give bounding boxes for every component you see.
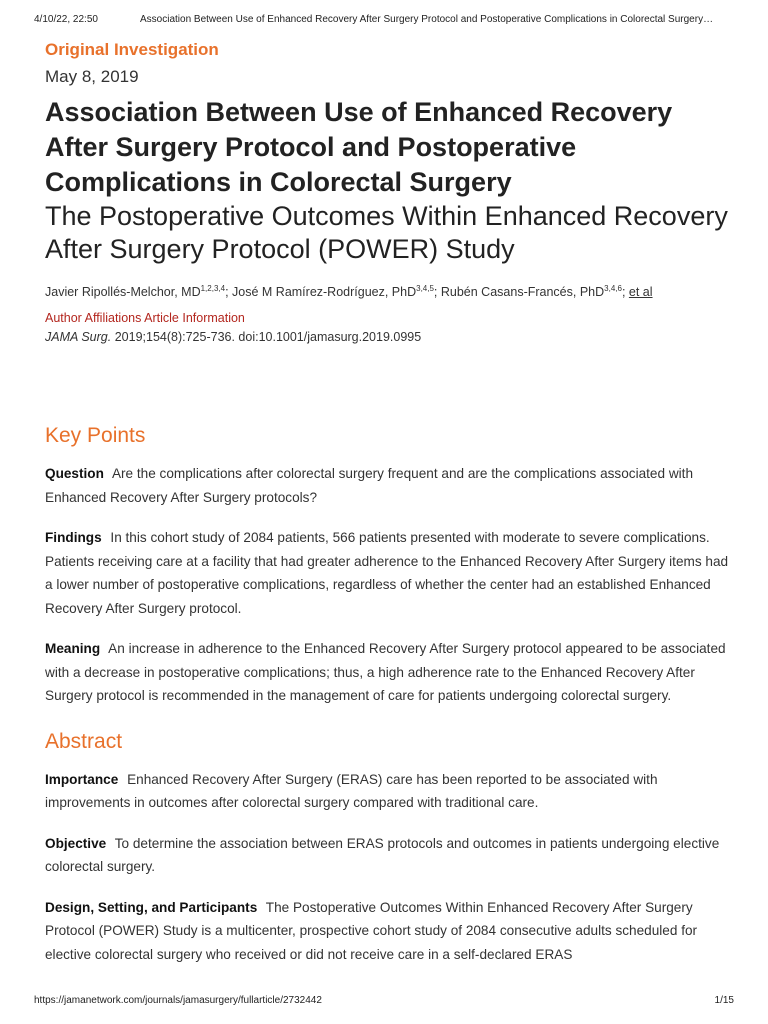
print-url[interactable]: https://jamanetwork.com/journals/jamasurgery/fullarticle/2732442	[34, 995, 322, 1006]
citation	[45, 330, 735, 344]
abstract-design	[45, 896, 735, 967]
citation-details: 2019;154(8):725-736. doi:10.1001/jamasurg.2019.0995	[111, 330, 422, 345]
key-point-text: An increase in adherence to the Enhanced Recovery After Surgery protocol appeared to be associated with a decrease in postoperative complications; thus, a high adherence rate to the Enhanced Recovery After Surgery protocol is recommended in the management of care for patients undergoing colorectal surgery.	[45, 641, 726, 704]
journal-name: JAMA Surg.	[45, 330, 112, 345]
abstract-objective	[45, 832, 735, 879]
author-name[interactable]: Javier Ripollés-Melchor, MD	[45, 285, 201, 300]
author-name[interactable]: Rubén Casans-Francés, PhD	[440, 285, 605, 300]
key-point-meaning	[45, 637, 735, 708]
print-header	[34, 14, 748, 25]
print-footer	[34, 995, 734, 1006]
key-point-text: In this cohort study of 2084 patients, 566 patients presented with moderate to severe complications. Patients receiving care at a facility that had greater adherence to the Enhanced Recovery After Surgery items had a lower number of postoperative complications, regardless of whether the center had an established Enhanced Recovery After Surgery protocol.	[45, 530, 729, 616]
article-content	[45, 40, 735, 966]
article-subtitle: The Postoperative Outcomes Within Enhanced Recovery After Surgery Protocol (POWER) Study	[45, 201, 728, 264]
print-page-number: 1/15	[714, 995, 734, 1006]
print-page-title: Association Between Use of Enhanced Recovery After Surgery Protocol and Postoperative Complications in Colorectal Surgery…	[140, 14, 714, 25]
author-affiliation-refs: 3,4,6	[604, 284, 622, 293]
article-type-label: Original Investigation	[45, 40, 219, 59]
key-point-text: Are the complications after colorectal surgery frequent and are the complications associated with Enhanced Recovery After Surgery protocols?	[45, 466, 694, 505]
author-name[interactable]: José M Ramírez-Rodríguez, PhD	[232, 285, 417, 300]
abstract-label: Design, Setting, and Participants	[45, 899, 258, 915]
print-timestamp: 4/10/22, 22:50	[34, 14, 98, 25]
article-links	[45, 311, 735, 325]
key-point-label: Findings	[45, 530, 102, 546]
article-information-link[interactable]: Article Information	[144, 311, 245, 326]
key-points-heading: Key Points	[45, 424, 146, 448]
author-affiliations-link[interactable]: Author Affiliations	[45, 311, 142, 326]
article-title: Association Between Use of Enhanced Recovery After Surgery Protocol and Postoperative Complications in Colorectal Surgery	[45, 97, 673, 197]
abstract-importance	[45, 768, 735, 815]
publication-date: May 8, 2019	[45, 67, 139, 86]
abstract-heading: Abstract	[45, 729, 123, 753]
author-affiliation-refs: 1,2,3,4	[200, 284, 226, 293]
key-point-label: Question	[45, 466, 104, 482]
author-list: Javier Ripollés-Melchor, MD$^{1,2,3,4}$; José M Ramírez-Rodríguez, PhD$^{3,4,5}$; Rubén Casans-Francés, PhD$^{3,4,6}$; et al	[45, 284, 653, 300]
abstract-label: Objective	[45, 835, 107, 851]
abstract-label: Importance	[45, 771, 119, 787]
author-affiliation-refs: 3,4,5	[416, 284, 434, 293]
abstract-text: The Postoperative Outcomes Within Enhanced Recovery After Surgery Protocol (POWER) Study is a multicenter, prospective cohort study of 2084 consecutive adults scheduled for elective colorectal surgery who received or did not receive care in a self-declared ERAS	[45, 899, 698, 962]
key-point-question	[45, 462, 735, 509]
key-point-label: Meaning	[45, 641, 101, 657]
abstract-text: To determine the association between ERAS protocols and outcomes in patients undergoing elective colorectal surgery.	[45, 835, 720, 875]
key-point-findings	[45, 526, 735, 620]
abstract-text: Enhanced Recovery After Surgery (ERAS) care has been reported to be associated with improvements in outcomes after colorectal surgery compared with traditional care.	[45, 771, 658, 811]
et-al-link[interactable]: et al	[628, 285, 653, 300]
